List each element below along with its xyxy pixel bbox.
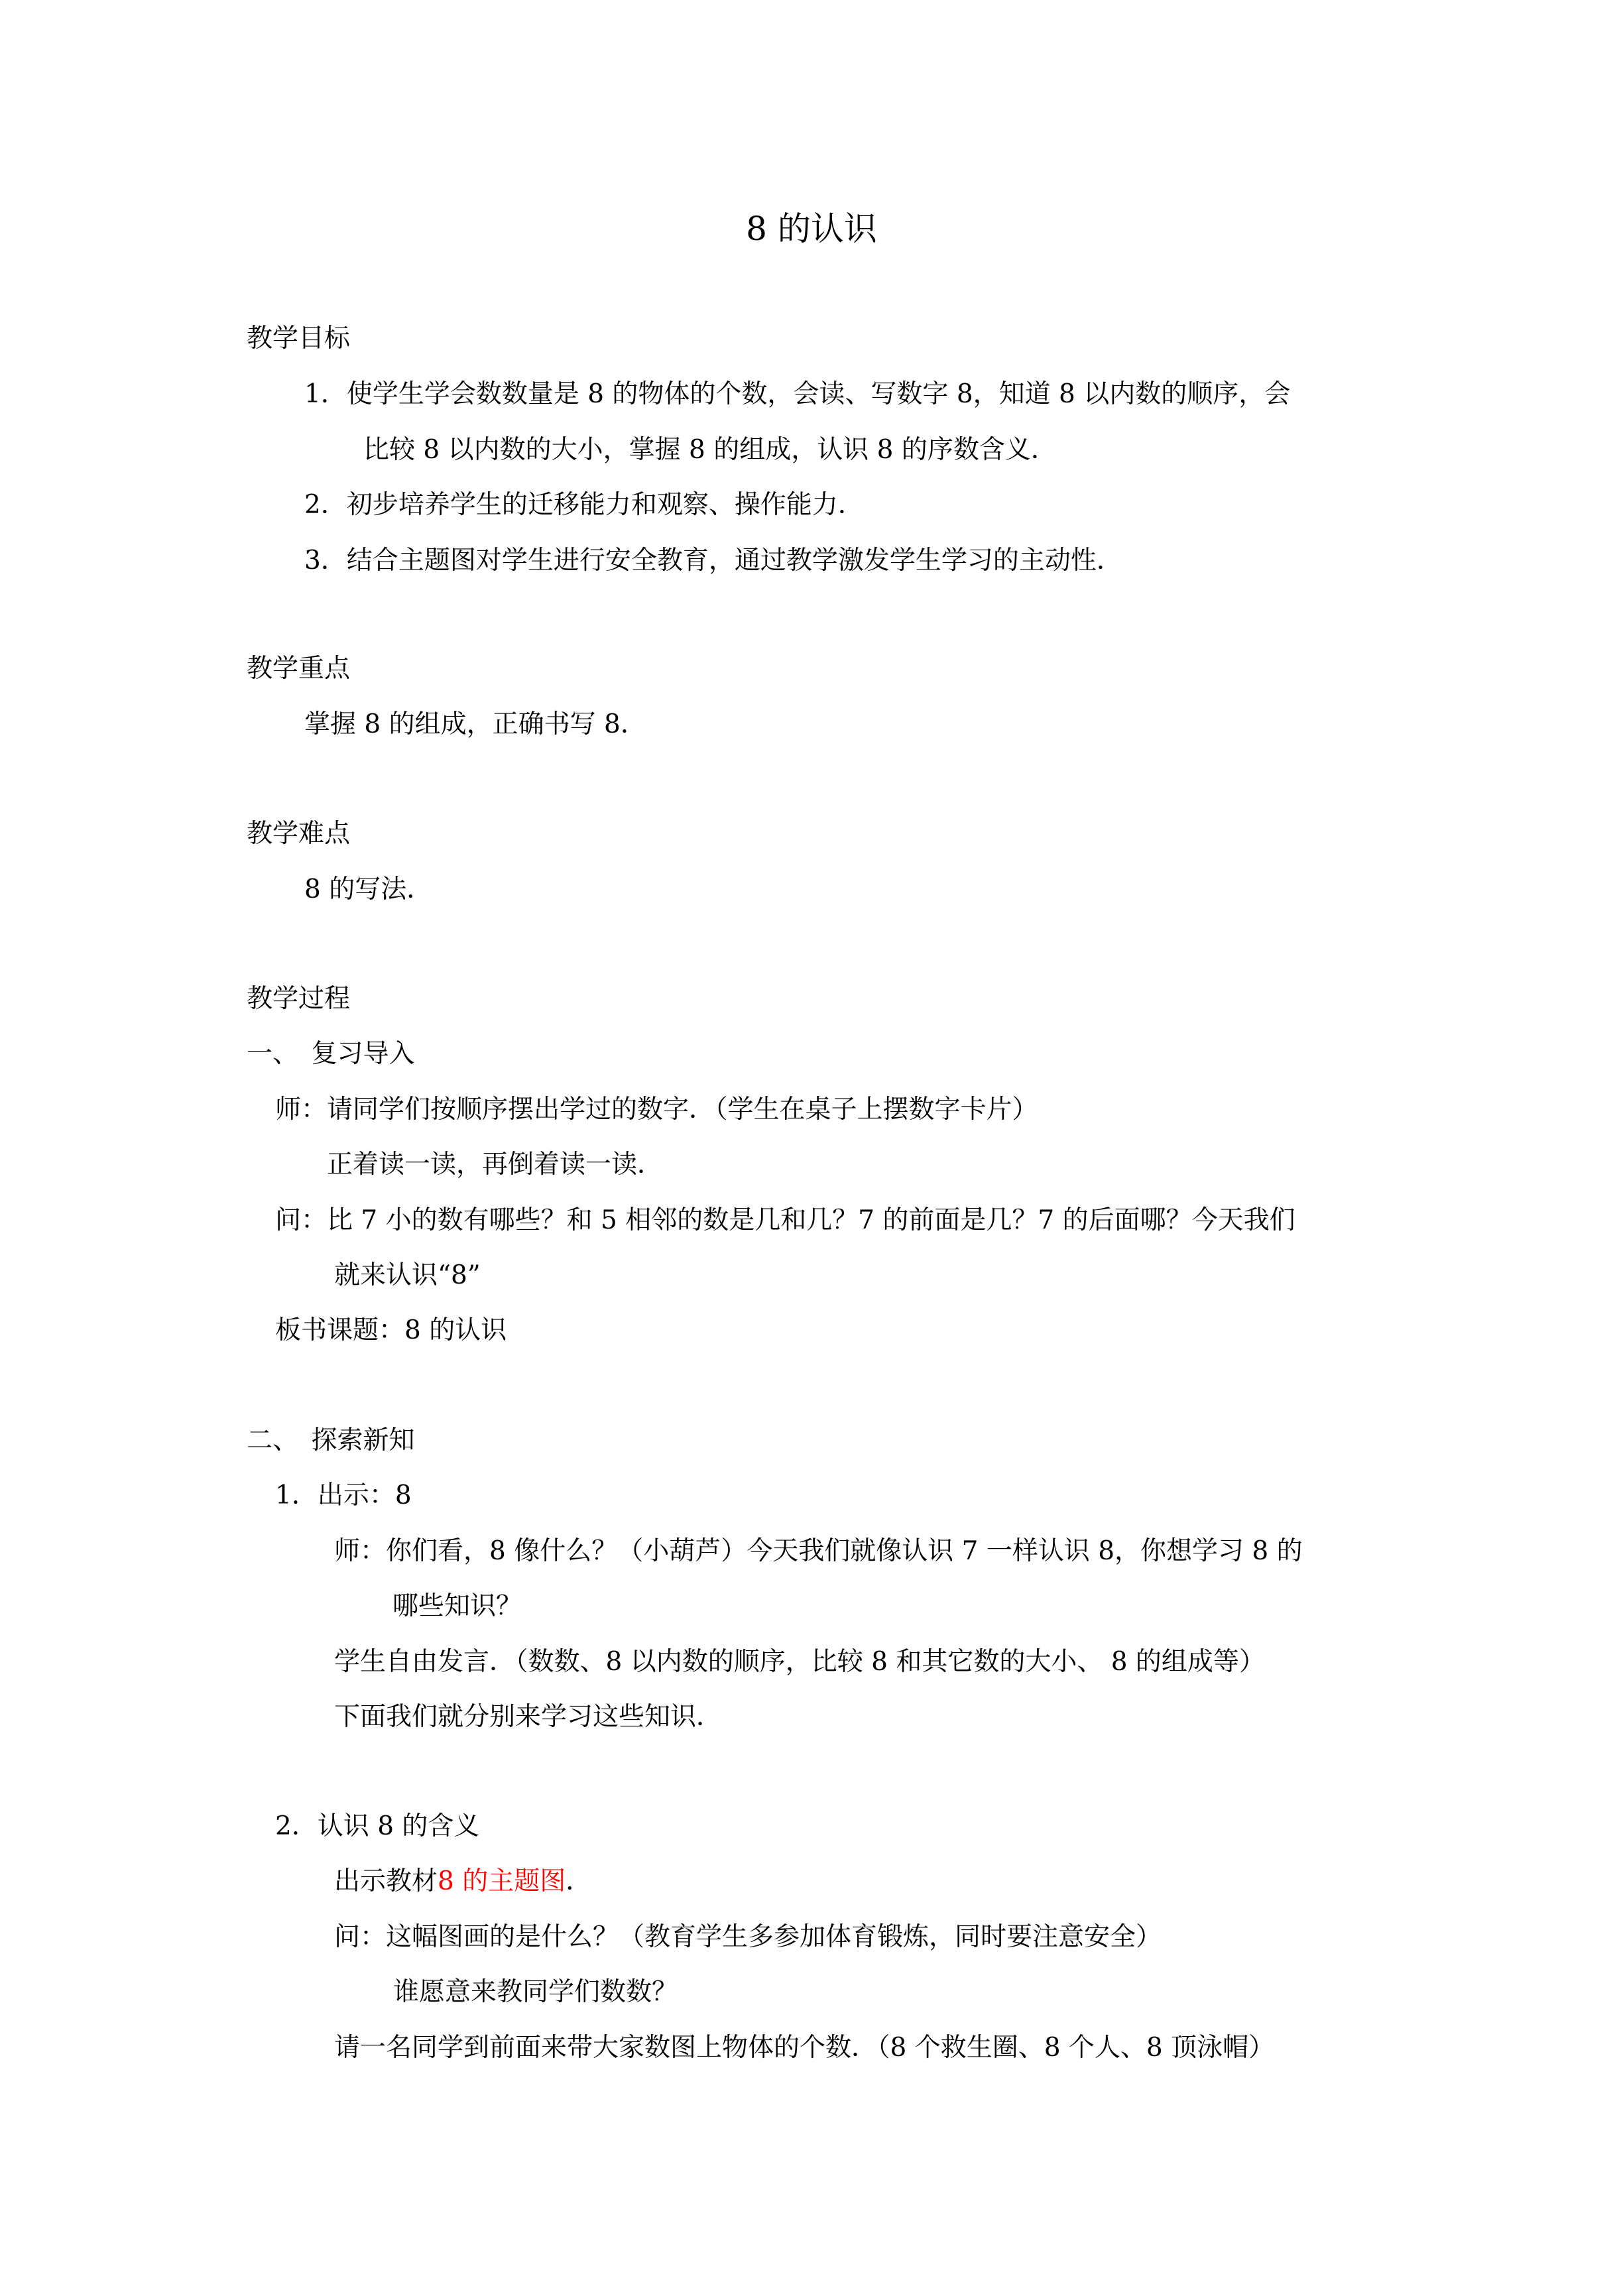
part-2-heading: 二、 探索新知 <box>247 1425 415 1455</box>
objective-item-2: 2．初步培养学生的迁移能力和观察、操作能力． <box>304 490 864 520</box>
process-heading: 教学过程 <box>247 984 351 1014</box>
step-2-show-prefix: 出示教材 <box>334 1866 438 1896</box>
objectives-heading: 教学目标 <box>247 324 351 353</box>
part-1-heading: 一、 复习导入 <box>247 1039 415 1069</box>
step-1-teacher-line-1: 师：你们看，8 像什么？（小葫芦）今天我们就像认识 7 一样认识 8，你想学习 8 的 <box>334 1536 1303 1566</box>
step-2-heading: 2．认识 8 的含义 <box>275 1811 480 1841</box>
key-points-text: 掌握 8 的组成，正确书写 8． <box>304 709 646 739</box>
step-1-heading: 1．出示：8 <box>275 1480 412 1510</box>
key-points-heading: 教学重点 <box>247 654 351 684</box>
part-1-question-line-1: 问：比 7 小的数有哪些？和 5 相邻的数是几和几？7 的前面是几？7 的后面哪？今天我们 <box>275 1205 1295 1235</box>
part-1-question-line-2: 就来认识“8” <box>334 1260 481 1290</box>
objective-item-1-line-2: 比较 8 以内数的大小，掌握 8 的组成，认识 8 的序数含义． <box>363 435 1057 465</box>
step-1-next-line: 下面我们就分别来学习这些知识． <box>334 1702 723 1732</box>
difficulties-text: 8 的写法． <box>304 875 433 904</box>
part-1-board-line: 板书课题：8 的认识 <box>275 1315 507 1345</box>
step-2-show-line <box>334 1866 591 1898</box>
theme-picture-highlight: 8 的主题图 <box>438 1866 566 1896</box>
step-2-invite-line: 请一名同学到前面来带大家数图上物体的个数．（8 个救生圈、8 个人、8 顶泳帽） <box>334 2033 1275 2063</box>
step-2-who-line: 谁愿意来教同学们数数？ <box>393 1977 678 2007</box>
difficulties-heading: 教学难点 <box>247 819 351 849</box>
step-2-question-line: 问：这幅图画的是什么？（教育学生多参加体育锻炼，同时要注意安全） <box>334 1922 1162 1952</box>
document-title: 8 的认识 <box>746 210 877 248</box>
step-1-students-line: 学生自由发言．（数数、8 以内数的顺序，比较 8 和其它数的大小、 8 的组成等） <box>334 1647 1265 1677</box>
part-1-read-line: 正着读一读，再倒着读一读． <box>327 1150 664 1179</box>
step-1-teacher-line-2: 哪些知识？ <box>392 1591 522 1621</box>
objective-item-3: 3．结合主题图对学生进行安全教育，通过教学激发学生学习的主动性． <box>304 546 1122 575</box>
objective-item-1-line-1: 1．使学生学会数数量是 8 的物体的个数，会读、写数字 8，知道 8 以内数的顺序，会 <box>304 379 1291 409</box>
step-2-show-suffix: ． <box>566 1866 592 1896</box>
part-1-teacher-line: 师：请同学们按顺序摆出学过的数字．（学生在桌子上摆数字卡片） <box>275 1095 1038 1124</box>
